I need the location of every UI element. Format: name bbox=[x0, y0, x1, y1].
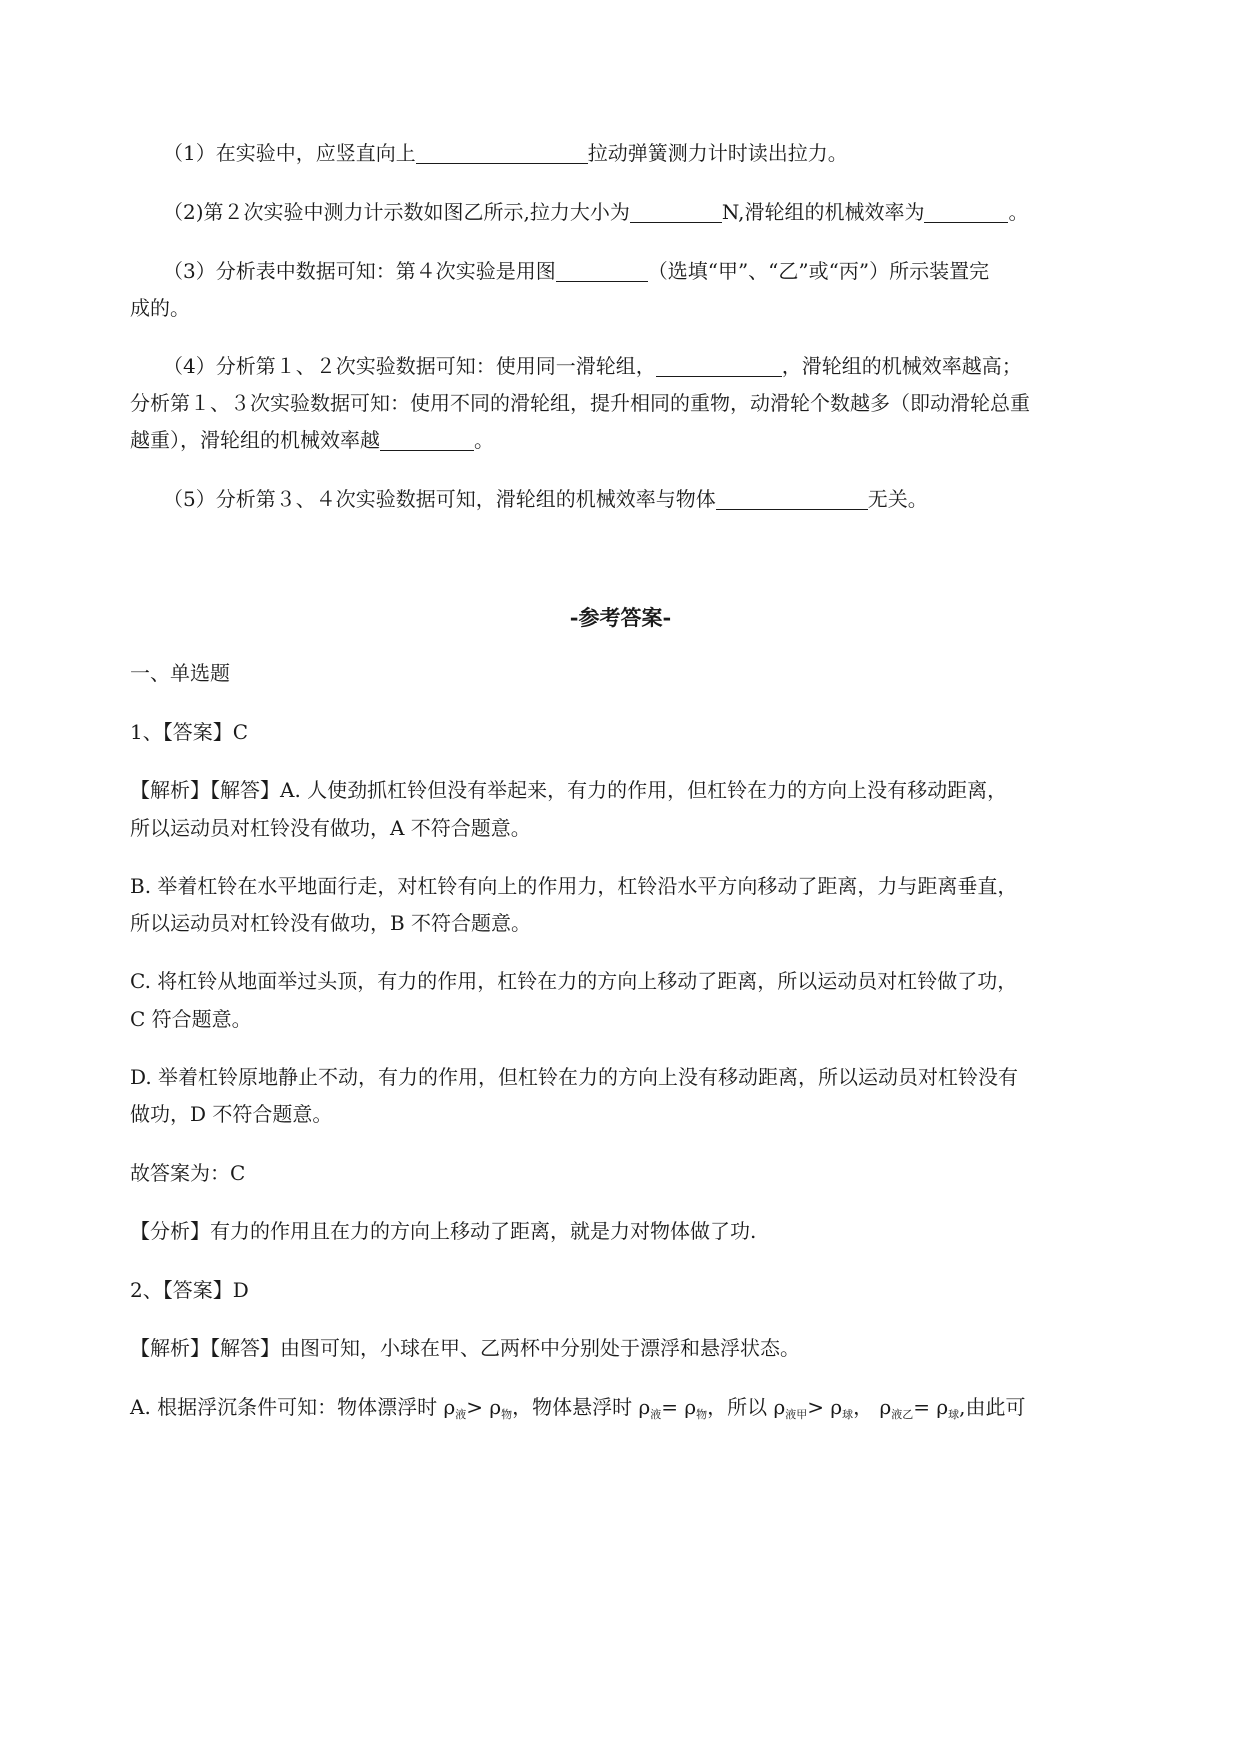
subscript: 液甲 bbox=[785, 1408, 808, 1421]
answer-1-explanation-3: B. 举着杠铃在水平地面行走，对杠铃有向上的作用力，杠铃沿水平方向移动了距离，力与距离垂直， bbox=[130, 874, 1018, 898]
subscript: 物 bbox=[696, 1408, 708, 1421]
section-heading: 一、单选题 bbox=[130, 661, 230, 685]
answer-1-explanation-8: 做功，D 不符合题意。 bbox=[130, 1102, 333, 1126]
question-2-text: （2)第２次实验中测力计示数如图乙所示,拉力大小为 bbox=[163, 200, 630, 224]
formula-text: = ρ bbox=[661, 1395, 697, 1419]
question-4-cont bbox=[130, 390, 1030, 416]
answer-blank[interactable] bbox=[556, 261, 648, 282]
formula-text: = ρ bbox=[913, 1395, 949, 1419]
answer-blank[interactable] bbox=[656, 356, 782, 377]
subscript: 球 bbox=[948, 1408, 960, 1421]
answer-1-explanation-4: 所以运动员对杠铃没有做功，B 不符合题意。 bbox=[130, 911, 532, 935]
question-1-tail: 拉动弹簧测力计时读出拉力。 bbox=[587, 141, 848, 165]
answer-1-explanation-1: 【解析】【解答】A. 人使劲抓杠铃但没有举起来，有力的作用，但杠铃在力的方向上没有移动距离， bbox=[130, 778, 1008, 802]
question-3-cont bbox=[130, 295, 190, 321]
answer-1-explanation-6: C 符合题意。 bbox=[130, 1007, 252, 1031]
formula-text: ，物体悬浮时 ρ bbox=[512, 1395, 651, 1419]
formula-text: > ρ bbox=[807, 1395, 843, 1419]
question-2-mid: N,滑轮组的机械效率为 bbox=[721, 200, 925, 224]
question-4-mid: ，滑轮组的机械效率越高； bbox=[781, 354, 1022, 378]
answer-blank[interactable] bbox=[380, 430, 474, 451]
answer-1-label: 1、【答案】C bbox=[130, 720, 249, 744]
formula-text: ,由此可 bbox=[959, 1395, 1026, 1419]
answer-1-explanation-7: D. 举着杠铃原地静止不动，有力的作用，但杠铃在力的方向上没有移动距离，所以运动员对杠铃没有 bbox=[130, 1065, 1019, 1089]
answer-blank[interactable] bbox=[630, 202, 722, 223]
formula-text: A. 根据浮沉条件可知：物体漂浮时 ρ bbox=[130, 1395, 456, 1419]
answer-2-explanation-2 bbox=[130, 1394, 1026, 1428]
subscript: 液 bbox=[650, 1408, 662, 1421]
question-4-text-2: 分析第１、３次实验数据可知：使用不同的滑轮组，提升相同的重物，动滑轮个数越多（即动滑轮总重 bbox=[130, 391, 1030, 415]
answer-blank[interactable] bbox=[924, 202, 1008, 223]
subscript: 球 bbox=[842, 1408, 854, 1421]
question-2-tail: 。 bbox=[1008, 200, 1029, 224]
question-3-text: （3）分析表中数据可知：第４次实验是用图 bbox=[163, 259, 556, 283]
answers-title: -参考答案- bbox=[569, 605, 672, 630]
question-3-mid: （选填“甲”、“乙”或“丙”）所示装置完 bbox=[647, 259, 990, 283]
question-5-text: （5）分析第３、４次实验数据可知，滑轮组的机械效率与物体 bbox=[163, 487, 716, 511]
subscript: 液 bbox=[455, 1408, 467, 1421]
answer-1-analysis: 【分析】有力的作用且在力的方向上移动了距离，就是力对物体做了功. bbox=[130, 1219, 757, 1243]
answer-2-explanation-1: 【解析】【解答】由图可知，小球在甲、乙两杯中分别处于漂浮和悬浮状态。 bbox=[130, 1336, 800, 1360]
formula-text: ，所以 ρ bbox=[707, 1395, 786, 1419]
question-3-tail: 成的。 bbox=[130, 296, 190, 320]
formula-text: > ρ bbox=[466, 1395, 502, 1419]
question-1 bbox=[163, 140, 848, 166]
answer-blank[interactable] bbox=[416, 143, 588, 164]
question-4-text: （4）分析第１、２次实验数据可知：使用同一滑轮组， bbox=[163, 354, 656, 378]
answer-1-explanation-5: C. 将杠铃从地面举过头顶，有力的作用，杠铃在力的方向上移动了距离，所以运动员对杠铃做了功， bbox=[130, 969, 1018, 993]
question-4 bbox=[163, 353, 1022, 379]
question-1-text: （1）在实验中，应竖直向上 bbox=[163, 141, 416, 165]
subscript: 物 bbox=[501, 1408, 513, 1421]
question-4-tail: 。 bbox=[474, 428, 494, 452]
answer-1-explanation-2: 所以运动员对杠铃没有做功，A 不符合题意。 bbox=[130, 816, 531, 840]
question-2 bbox=[163, 199, 1028, 225]
question-5-tail: 无关。 bbox=[867, 487, 928, 511]
answer-blank[interactable] bbox=[716, 489, 868, 510]
formula-text: ， ρ bbox=[853, 1395, 892, 1419]
answer-1-result: 故答案为：C bbox=[130, 1161, 246, 1185]
subscript: 液乙 bbox=[891, 1408, 914, 1421]
question-3 bbox=[163, 258, 989, 284]
answer-2-label: 2、【答案】D bbox=[130, 1278, 249, 1302]
question-5 bbox=[163, 486, 928, 512]
question-4-cont-2 bbox=[130, 427, 494, 453]
question-4-text-3: 越重），滑轮组的机械效率越 bbox=[130, 428, 380, 452]
